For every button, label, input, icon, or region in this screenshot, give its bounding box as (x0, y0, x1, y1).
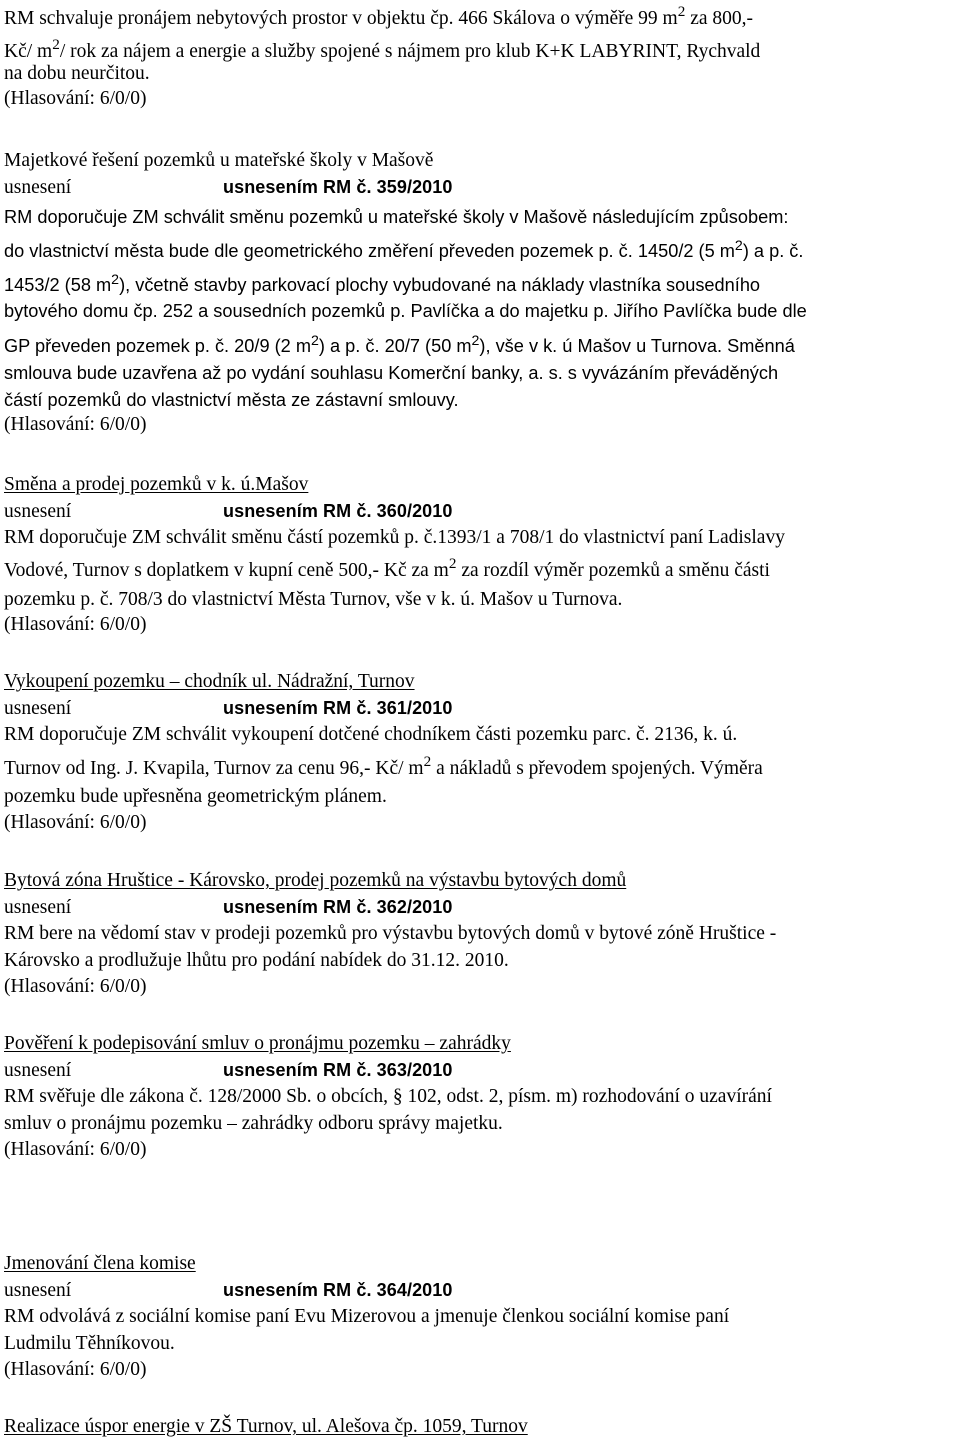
body-line: Vodové, Turnov s doplatkem v kupní ceně 500,- Kč za $m^2$ za rozdíl výměr pozemků a směnu části (4, 555, 770, 581)
resolution-keyword: usnesení (4, 1060, 72, 1081)
resolution-header (4, 176, 453, 199)
body-line: pozemku p. č. 708/3 do vlastnictví Města Turnov, vše v k. ú. Mašov u Turnova. (4, 589, 623, 610)
resolution-number: usnesením RM č. 361/2010 (223, 698, 453, 718)
resolution-keyword: usnesení (4, 1280, 72, 1301)
body-line: Turnov od Ing. J. Kvapila, Turnov za cenu 96,- Kč/ $m^2$ a nákladů s převodem spojených. Výměra (4, 753, 763, 779)
vote-result: (Hlasování: 6/0/0) (4, 812, 147, 833)
resolution-keyword: usnesení (4, 177, 72, 198)
body-line: RM doporučuje ZM schválit vykoupení dotčené chodníkem části pozemku parc. č. 2136, k. ú. (4, 724, 738, 745)
resolution-number: usnesením RM č. 359/2010 (223, 177, 453, 197)
resolution-header (4, 697, 453, 720)
resolution-header (4, 1059, 453, 1082)
resolution-number: usnesením RM č. 360/2010 (223, 501, 453, 521)
body-line: Ludmilu Těhníkovou. (4, 1333, 175, 1354)
resolution-keyword: usnesení (4, 698, 72, 719)
resolution-keyword: usnesení (4, 897, 72, 918)
section-title: Pověření k podepisování smluv o pronájmu pozemku – zahrádky (4, 1033, 511, 1054)
body-line: bytového domu čp. 252 a sousedních pozemků p. Pavlíčka a do majetku p. Jiřího Pavlíčka bude dle (4, 301, 807, 321)
resolution-number: usnesením RM č. 363/2010 (223, 1060, 453, 1080)
section-title: Směna a prodej pozemků v k. ú.Mašov (4, 474, 309, 495)
body-line: GP převeden pozemek p. č. 20/9 (2 $m^2$) a p. č. 20/7 (50 $m^2$), vše v k. ú Mašov u Turnova. Směnná (4, 332, 795, 356)
body-line: Károvsko a prodlužuje lhůtu pro podání nabídek do 31.12. 2010. (4, 950, 509, 971)
body-line: RM odvolává z sociální komise paní Evu Mizerovou a jmenuje členkou sociální komise paní (4, 1306, 730, 1327)
body-line: Kč/ $m^2/$ rok za nájem a energie a služby spojené s nájmem pro klub K+K LABYRINT, Rychvald (4, 36, 761, 62)
body-line: smluv o pronájmu pozemku – zahrádky odboru správy majetku. (4, 1113, 503, 1134)
vote-result: (Hlasování: 6/0/0) (4, 1359, 147, 1380)
vote-result: (Hlasování: 6/0/0) (4, 1139, 147, 1160)
section-title: Realizace úspor energie v ZŠ Turnov, ul. Alešova čp. 1059, Turnov (4, 1416, 528, 1437)
section-title: Jmenování člena komise (4, 1253, 196, 1274)
body-line: na dobu neurčitou. (4, 63, 150, 84)
body-line: smlouva bude uzavřena až po vydání souhlasu Komerční banky, a. s. s vyvázáním převáděných (4, 363, 779, 383)
body-line: do vlastnictví města bude dle geometrického změření převeden pozemek p. č. 1450/2 (5 $m^2$) a p. č. (4, 237, 804, 261)
resolution-header (4, 1279, 453, 1302)
resolution-keyword: usnesení (4, 501, 72, 522)
section-title: Vykoupení pozemku – chodník ul. Nádražní, Turnov (4, 671, 415, 692)
resolution-number: usnesením RM č. 362/2010 (223, 897, 453, 917)
body-line: pozemku bude upřesněna geometrickým plánem. (4, 786, 387, 807)
resolution-header (4, 896, 453, 919)
resolution-number: usnesením RM č. 364/2010 (223, 1280, 453, 1300)
body-line: RM svěřuje dle zákona č. 128/2000 Sb. o obcích, § 102, odst. 2, písm. m) rozhodování o uzavírání (4, 1086, 772, 1107)
body-line: RM bere na vědomí stav v prodeji pozemků pro výstavbu bytových domů v bytové zóně Hruštice - (4, 923, 777, 944)
vote-result: (Hlasování: 6/0/0) (4, 614, 147, 635)
body-line: částí pozemků do vlastnictví města ze zástavní smlouvy. (4, 390, 459, 410)
body-line: 1453/2 (58 $m^2$), včetně stavby parkovací plochy vybudované na náklady vlastníka sousedního (4, 271, 761, 295)
vote-result: (Hlasování: 6/0/0) (4, 976, 147, 997)
vote-result: (Hlasování: 6/0/0) (4, 88, 147, 109)
body-line: RM schvaluje pronájem nebytových prostor v objektu čp. 466 Skálova o výměře 99 $m^2$ za 800,- (4, 3, 753, 29)
section-title: Majetkové řešení pozemků u mateřské školy v Mašově (4, 150, 434, 171)
section-title: Bytová zóna Hruštice - Károvsko, prodej pozemků na výstavbu bytových domů (4, 870, 627, 891)
vote-result: (Hlasování: 6/0/0) (4, 414, 147, 435)
body-line: RM doporučuje ZM schválit směnu částí pozemků p. č.1393/1 a 708/1 do vlastnictví paní Ladislavy (4, 527, 785, 548)
resolution-header (4, 500, 453, 523)
body-line: RM doporučuje ZM schválit směnu pozemků u mateřské školy v Mašově následujícím způsobem: (4, 207, 789, 227)
